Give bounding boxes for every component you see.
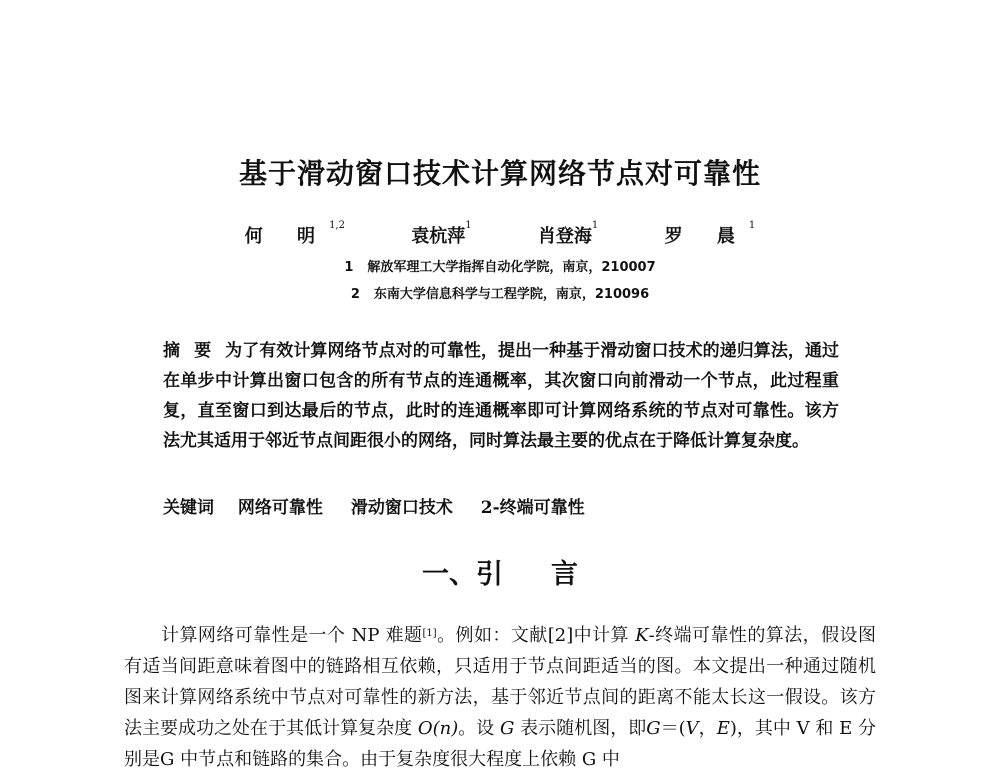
abstract-label: 摘要 <box>163 341 212 361</box>
author-list <box>0 222 1000 248</box>
paper-title: 基于滑动窗口技术计算网络节点对可靠性 <box>238 157 761 190</box>
section-heading: 一、引 言 <box>422 559 578 590</box>
author-2: 袁杭萍$^1$ <box>411 220 472 247</box>
keyword-item: 滑动窗口技术 <box>350 498 453 518</box>
paragraph: 计算网络可靠性是一个 NP 难题[1]。例如：文献[2]中计算 K-终端可靠性的算法，假设图有适当间距意味着图中的链路相互依赖，只适用于节点间距适当的图。本文提出一种通过随机图来计算网络系统中节点对可靠性的新方法，基于邻近节点间的距离不能太长这一假设。该方法主要成功之处在于其低计算复杂度 O(n)。设 G 表示随机图，即G＝(V，E)，其中 V 和 E 分别是G 中节点和链路的集合。由于复杂度很大程度上依赖 G 中 <box>124 625 876 770</box>
affiliation-2: 2 东南大学信息科学与工程学院，南京，210096 <box>350 287 650 302</box>
keyword-item: 网络可靠性 <box>237 498 323 518</box>
author-1: 何 明$^{1,2}$ <box>244 220 345 247</box>
keywords-label: 关键词 <box>163 498 214 518</box>
body-text <box>124 620 876 775</box>
keyword-item: 2-终端可靠性 <box>480 498 585 518</box>
keywords <box>163 494 839 522</box>
citation-ref: [1] <box>422 628 437 639</box>
abstract-text: 为了有效计算网络节点对的可靠性，提出一种基于滑动窗口技术的递归算法，通过在单步中计算出窗口包含的所有节点的连通概率，其次窗口向前滑动一个节点，此过程重复，直至窗口到达最后的节点，此时的连通概率即可计算网络系统的节点对可靠性。该方法尤其适用于邻近节点间距很小的网络，同时算法最主要的优点在于降低计算复杂度。 <box>163 341 840 451</box>
affiliation-1: 1 解放军理工大学指挥自动化学院，南京，210007 <box>344 260 656 275</box>
author-4: 罗 晨$^1$ <box>664 220 756 247</box>
author-3: 肖登海$^1$ <box>537 220 599 247</box>
abstract <box>163 336 839 456</box>
